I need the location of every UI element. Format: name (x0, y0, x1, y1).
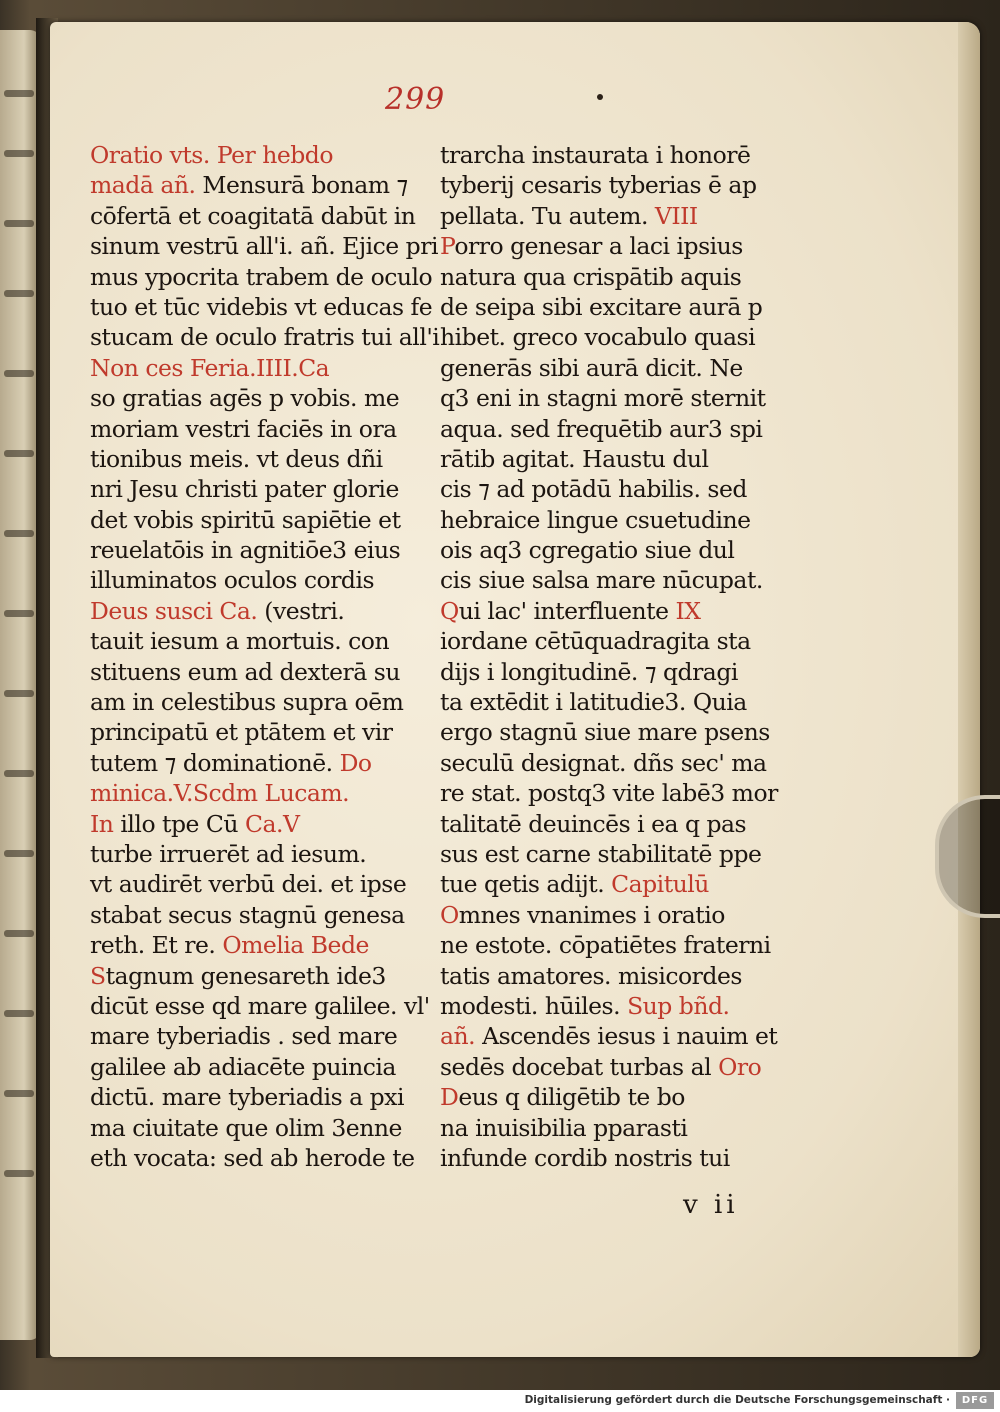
body-text: tutem ⁊ dominationē. (90, 748, 340, 777)
rubric-text: madā añ. (90, 171, 196, 200)
text-line (440, 717, 775, 747)
signature-mark: v ii (683, 1190, 739, 1220)
text-line (90, 900, 420, 930)
rubric-text: Oratio vts. (90, 141, 210, 169)
text-line (90, 353, 420, 383)
text-line (440, 687, 775, 717)
text-line (90, 626, 420, 656)
facing-text-line (4, 610, 34, 617)
text-line (440, 1021, 778, 1051)
body-text: tionibus meis. vt deus dñi (90, 444, 383, 473)
facing-text-line (4, 1090, 34, 1097)
body-text: trarcha instaurata i honorē (440, 141, 751, 169)
rubric-text: Ca.V (245, 809, 300, 838)
text-line (440, 322, 775, 352)
body-text: talitatē deuincēs i ea q pas (440, 809, 747, 838)
text-line (90, 961, 420, 991)
body-text: reuelatōis in agnitiōe3 eius (90, 536, 401, 565)
text-line (440, 1113, 775, 1143)
facing-text-line (4, 90, 34, 97)
body-text: Mensurā bonam ⁊ (195, 171, 408, 200)
body-text: hebraice lingue csuetudine (440, 505, 751, 534)
text-line (90, 1021, 420, 1051)
body-text: ergo stagnū siue mare psens (440, 718, 770, 747)
text-line (440, 1143, 775, 1173)
text-line (440, 535, 775, 565)
rubric-text: Do (339, 748, 372, 777)
rubric-text: D (440, 1083, 459, 1112)
text-line (90, 687, 420, 717)
body-text: stucam de oculo fratris tui all'i (90, 323, 440, 352)
text-line (90, 140, 420, 170)
body-text: re stat. postq3 vite labē3 mor (440, 779, 778, 808)
body-text: am in celestibus supra oēm (90, 688, 404, 717)
rubric-text: minica.V.Scdm Lucam. (90, 779, 350, 808)
facing-text-line (4, 770, 34, 777)
text-line (440, 596, 775, 626)
text-line (90, 414, 420, 444)
body-text: moriam vestri faciēs in ora (90, 414, 397, 443)
body-text: cis siue salsa mare nūcupat. (440, 566, 763, 595)
rubric-text: Non ces (90, 353, 183, 382)
text-line (440, 900, 775, 930)
facing-text-line (4, 150, 34, 157)
body-text: tauit iesum a mortuis. con (90, 627, 390, 656)
rubric-text: Oro (718, 1052, 762, 1081)
facing-text-line (4, 450, 34, 457)
body-text: mare tyberiadis . sed mare (90, 1022, 398, 1051)
body-text: vt audirēt verbū dei. et ipse (90, 870, 407, 899)
body-text (210, 141, 217, 169)
text-line (440, 626, 775, 656)
rubric-text: añ. (440, 1022, 476, 1051)
body-text: na inuisibilia pparasti (440, 1113, 688, 1142)
rubric-text: Ca. (219, 596, 258, 625)
body-text: ma ciuitate que olim 3enne (90, 1113, 402, 1142)
rubric-text: Sup bñd. (627, 991, 730, 1020)
rubric-text: S (90, 961, 106, 990)
facing-text-line (4, 1170, 34, 1177)
funding-credit: Digitalisierung gefördert durch die Deutsche Forschungsgemeinschaft · (524, 1394, 950, 1406)
body-text: infunde cordib nostris tui (440, 1143, 730, 1172)
text-line (440, 474, 775, 504)
body-text: so gratias agēs p vobis. me (90, 384, 400, 413)
body-text: generās sibi aurā dicit. Ne (440, 353, 743, 382)
text-line (90, 930, 420, 960)
body-text: hibet. greco vocabulo quasi (440, 323, 756, 352)
body-text: tagnum genesareth ide3 (105, 961, 386, 990)
text-line (440, 930, 775, 960)
dfg-logo: DFG (956, 1392, 994, 1409)
folio-number: 299 (385, 82, 446, 117)
body-text: ta extēdit i latitudie3. Quia (440, 688, 747, 717)
body-text: stituens eum ad dexterā su (90, 657, 400, 686)
text-line (90, 1143, 420, 1173)
text-line (440, 414, 775, 444)
text-line (440, 170, 775, 200)
text-line (90, 170, 420, 200)
body-text: illuminatos oculos cordis (90, 566, 375, 595)
body-text: illo tpe Cū (113, 809, 246, 838)
facing-text-line (4, 220, 34, 227)
body-text: dijs i longitudinē. ⁊ qdragi (440, 657, 738, 686)
text-line (440, 383, 775, 413)
body-text: eth vocata: sed ab herode te (90, 1143, 415, 1172)
text-line (440, 961, 775, 991)
body-text: sinum vestrū all'i. añ. Ejice pri (90, 232, 438, 261)
facing-page-edge (0, 30, 40, 1340)
body-text: modesti. hūiles. (440, 991, 628, 1020)
text-line (90, 1113, 420, 1143)
text-line (90, 505, 420, 535)
text-line (90, 596, 420, 626)
text-line (90, 1082, 420, 1112)
facing-text-line (4, 850, 34, 857)
body-text: galilee ab adiacēte puincia (90, 1052, 396, 1081)
body-text: tue qetis adijt. (440, 870, 612, 899)
text-line (90, 292, 433, 322)
text-line (440, 778, 778, 808)
facing-text-line (4, 930, 34, 937)
body-text: aqua. sed frequētib aur3 spi (440, 414, 763, 443)
body-text: sedēs docebat turbas al (440, 1052, 719, 1081)
body-text: dictū. mare tyberiadis a pxi (90, 1083, 404, 1112)
body-text: mnes vnanimes i oratio (458, 900, 725, 929)
text-line (440, 231, 775, 261)
facing-text-line (4, 1010, 34, 1017)
body-text: seculū designat. dñs sec' ma (440, 748, 767, 777)
text-line (90, 991, 430, 1021)
text-line (90, 717, 420, 747)
text-line (90, 383, 420, 413)
body-text: nri Jesu christi pater glorie (90, 475, 399, 504)
text-line (440, 140, 775, 170)
page-edge (958, 22, 980, 1357)
text-line (90, 869, 420, 899)
body-text: ui lac' interfluente (458, 596, 676, 625)
text-line (90, 201, 420, 231)
text-line (440, 991, 775, 1021)
rubric-text: Deus susci (90, 596, 213, 625)
text-line (440, 839, 775, 869)
text-line (90, 839, 420, 869)
body-text: de seipa sibi excitare aurā p (440, 292, 763, 321)
text-line (90, 1052, 420, 1082)
body-text: Ascendēs iesus i nauim et (475, 1022, 778, 1051)
body-text: cōfertā et coagitatā dabūt in (90, 201, 416, 230)
body-text: pellata. Tu autem. (440, 201, 655, 230)
footer-bar (0, 1390, 1000, 1412)
body-text: q3 eni in stagni morē sternit (440, 384, 766, 413)
body-text: cis ⁊ ad potādū habilis. sed (440, 475, 747, 504)
body-text: tuo et tūc videbis vt educas fe (90, 292, 433, 321)
text-line (90, 444, 420, 474)
ink-dot (597, 94, 603, 100)
rubric-text: In (90, 809, 114, 838)
text-line (90, 231, 438, 261)
rubric-text: Per hebdo (216, 141, 333, 169)
text-line (440, 748, 775, 778)
text-line (440, 1082, 775, 1112)
text-line (90, 809, 420, 839)
text-line (440, 353, 775, 383)
facing-text-line (4, 530, 34, 537)
body-text (183, 354, 190, 382)
rubric-text: IX (675, 596, 701, 625)
text-line (440, 292, 775, 322)
body-text: rātib agitat. Haustu dul (440, 444, 709, 473)
body-text: mus ypocrita trabem de oculo (90, 262, 433, 291)
text-line (90, 778, 420, 808)
body-text: ois aq3 cgregatio siue dul (440, 536, 735, 565)
text-line (440, 809, 775, 839)
text-line (90, 322, 440, 352)
body-text: iordane cētūquadragita sta (440, 627, 751, 656)
facing-text-line (4, 290, 34, 297)
rubric-text: P (440, 232, 455, 261)
text-line (440, 1052, 775, 1082)
text-line (440, 505, 775, 535)
text-line (90, 748, 420, 778)
body-text: natura qua crispātib aquis (440, 262, 742, 291)
text-line (90, 535, 420, 565)
text-line (440, 444, 775, 474)
rubric-text: Q (440, 596, 459, 625)
rubric-text: O (440, 900, 459, 929)
rubric-text: Omelia Bede (222, 931, 369, 960)
body-text: reth. Et re. (90, 931, 223, 960)
facing-text-line (4, 370, 34, 377)
text-line (90, 565, 420, 595)
body-text: stabat secus stagnū genesa (90, 900, 405, 929)
text-line (440, 657, 775, 687)
body-text: dicūt esse qd mare galilee. vl' (90, 991, 430, 1020)
body-text: (vestri. (257, 596, 345, 625)
text-line (440, 201, 775, 231)
body-text: ne estote. cōpatiētes fraterni (440, 931, 771, 960)
body-text: sus est carne stabilitatē ppe (440, 839, 762, 868)
text-line (440, 262, 775, 292)
rubric-text: Capitulū (611, 870, 709, 899)
text-line (90, 474, 420, 504)
text-line (90, 262, 433, 292)
body-text: eus q diligētib te bo (458, 1083, 685, 1112)
body-text: orro genesar a laci ipsius (454, 232, 743, 261)
text-line (90, 657, 420, 687)
body-text: turbe irruerēt ad iesum. (90, 839, 367, 868)
right-text-column (440, 140, 778, 1173)
rubric-text: VIII (654, 201, 698, 230)
body-text: det vobis spiritū sapiētie et (90, 505, 401, 534)
body-text: tatis amatores. misicordes (440, 961, 742, 990)
text-line (440, 869, 775, 899)
body-text: principatū et ptātem et vir (90, 718, 393, 747)
body-text: tyberij cesaris tyberias ē ap (440, 171, 757, 200)
text-line (440, 565, 775, 595)
facing-text-line (4, 690, 34, 697)
rubric-text: Feria.IIII.Ca (189, 353, 330, 382)
left-text-column (90, 140, 440, 1173)
